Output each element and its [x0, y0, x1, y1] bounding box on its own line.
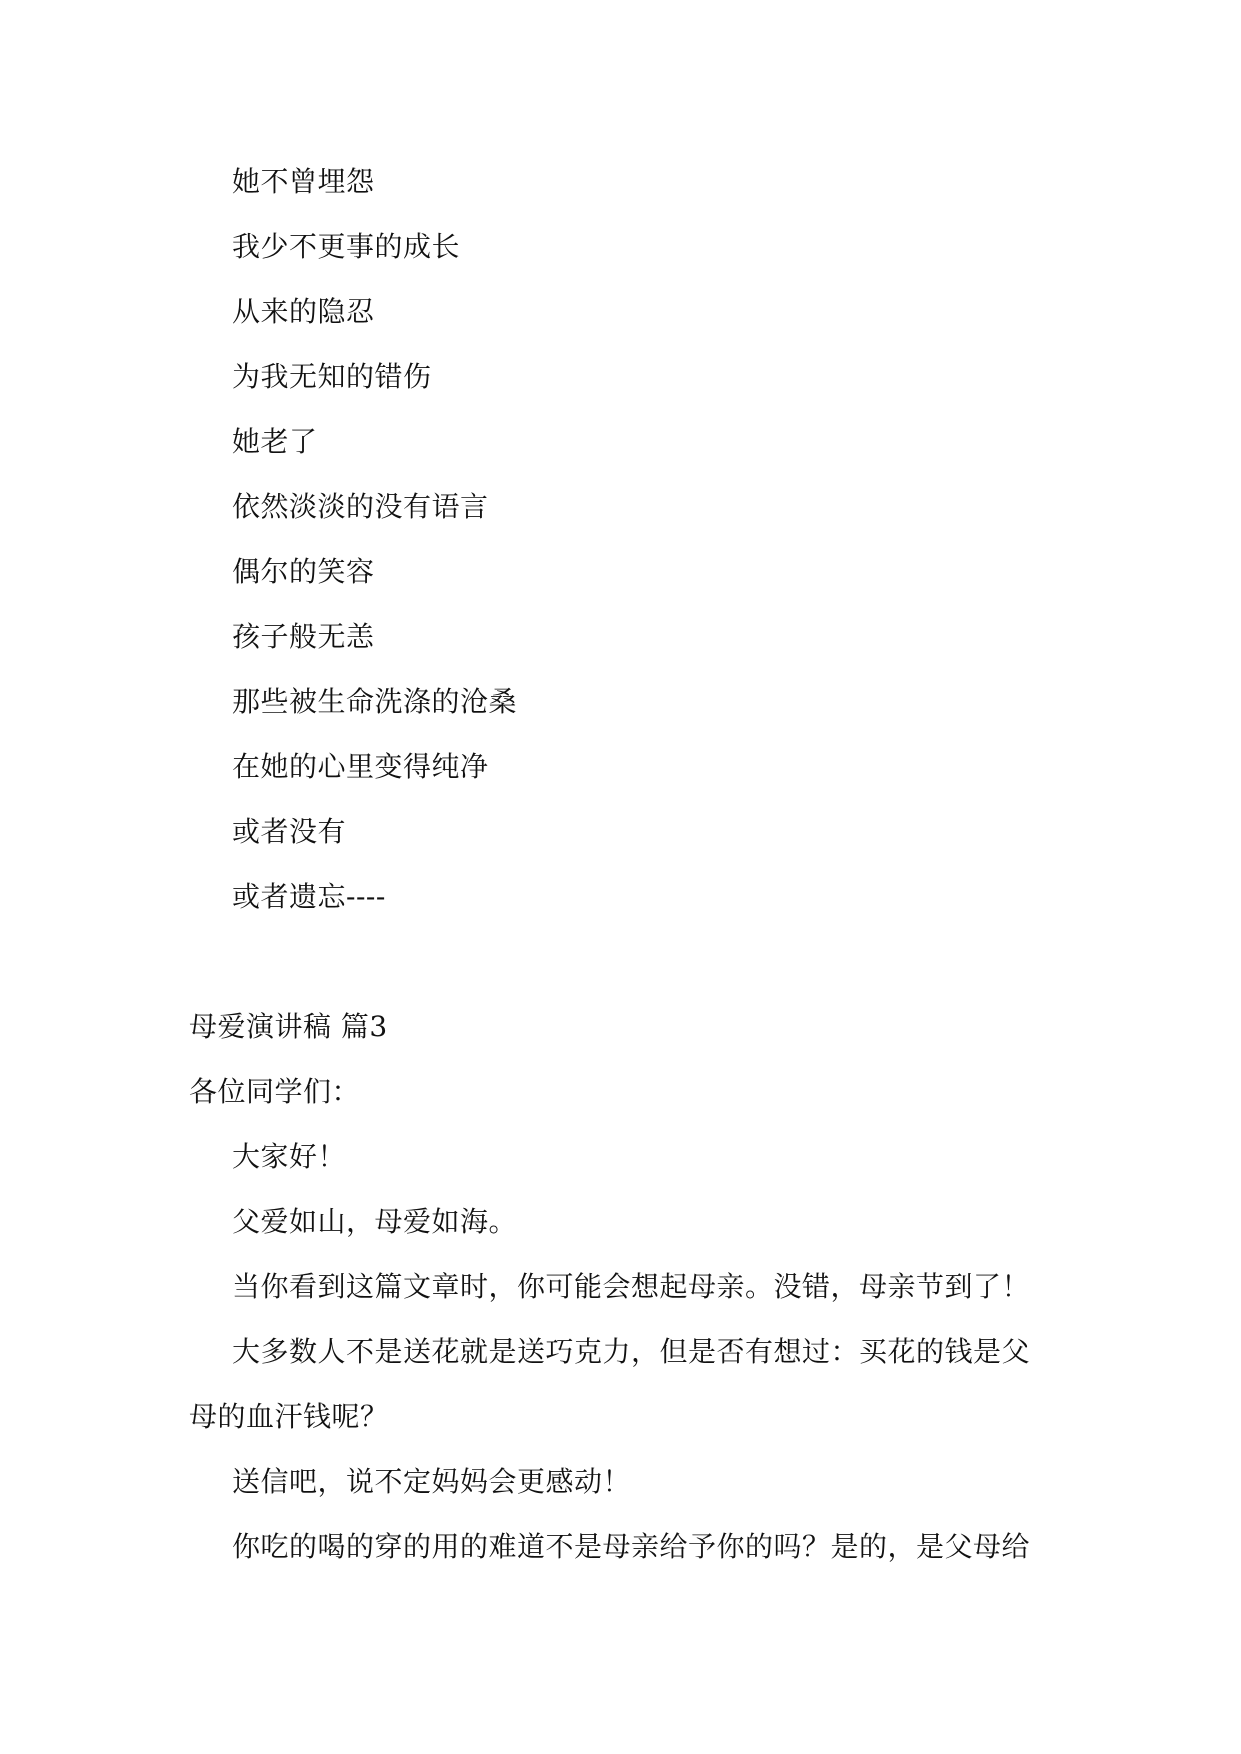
paragraph-line: 送信吧，说不定妈妈会更感动！: [232, 1465, 632, 1498]
poem-line: 或者没有: [232, 815, 347, 848]
section-title: 母爱演讲稿 篇3: [189, 1010, 388, 1043]
poem-line: 孩子般无恙: [232, 620, 375, 653]
poem-line: 我少不更事的成长: [232, 230, 461, 263]
poem-line: 那些被生命洗涤的沧桑: [232, 685, 518, 718]
salutation: 各位同学们：: [189, 1075, 361, 1108]
poem-line: 她老了: [232, 425, 318, 458]
paragraph-line: 父爱如山，母爱如海。: [232, 1205, 518, 1238]
poem-line: 偶尔的笑容: [232, 555, 375, 588]
paragraph-line: 母的血汗钱呢？: [189, 1400, 389, 1433]
paragraph-line: 当你看到这篇文章时，你可能会想起母亲。没错，母亲节到了！: [232, 1270, 1031, 1303]
poem-line: 在她的心里变得纯净: [232, 750, 489, 783]
poem-line: 她不曾埋怨: [232, 165, 375, 198]
poem-line: 从来的隐忍: [232, 295, 375, 328]
poem-line: 依然淡淡的没有语言: [232, 490, 489, 523]
poem-line: 或者遗忘----: [232, 880, 386, 913]
paragraph-line: 大家好！: [232, 1140, 347, 1173]
poem-line: 为我无知的错伤: [232, 360, 432, 393]
paragraph-line: 大多数人不是送花就是送巧克力，但是否有想过：买花的钱是父: [232, 1335, 1031, 1368]
paragraph-line: 你吃的喝的穿的用的难道不是母亲给予你的吗？是的，是父母给: [232, 1530, 1031, 1563]
